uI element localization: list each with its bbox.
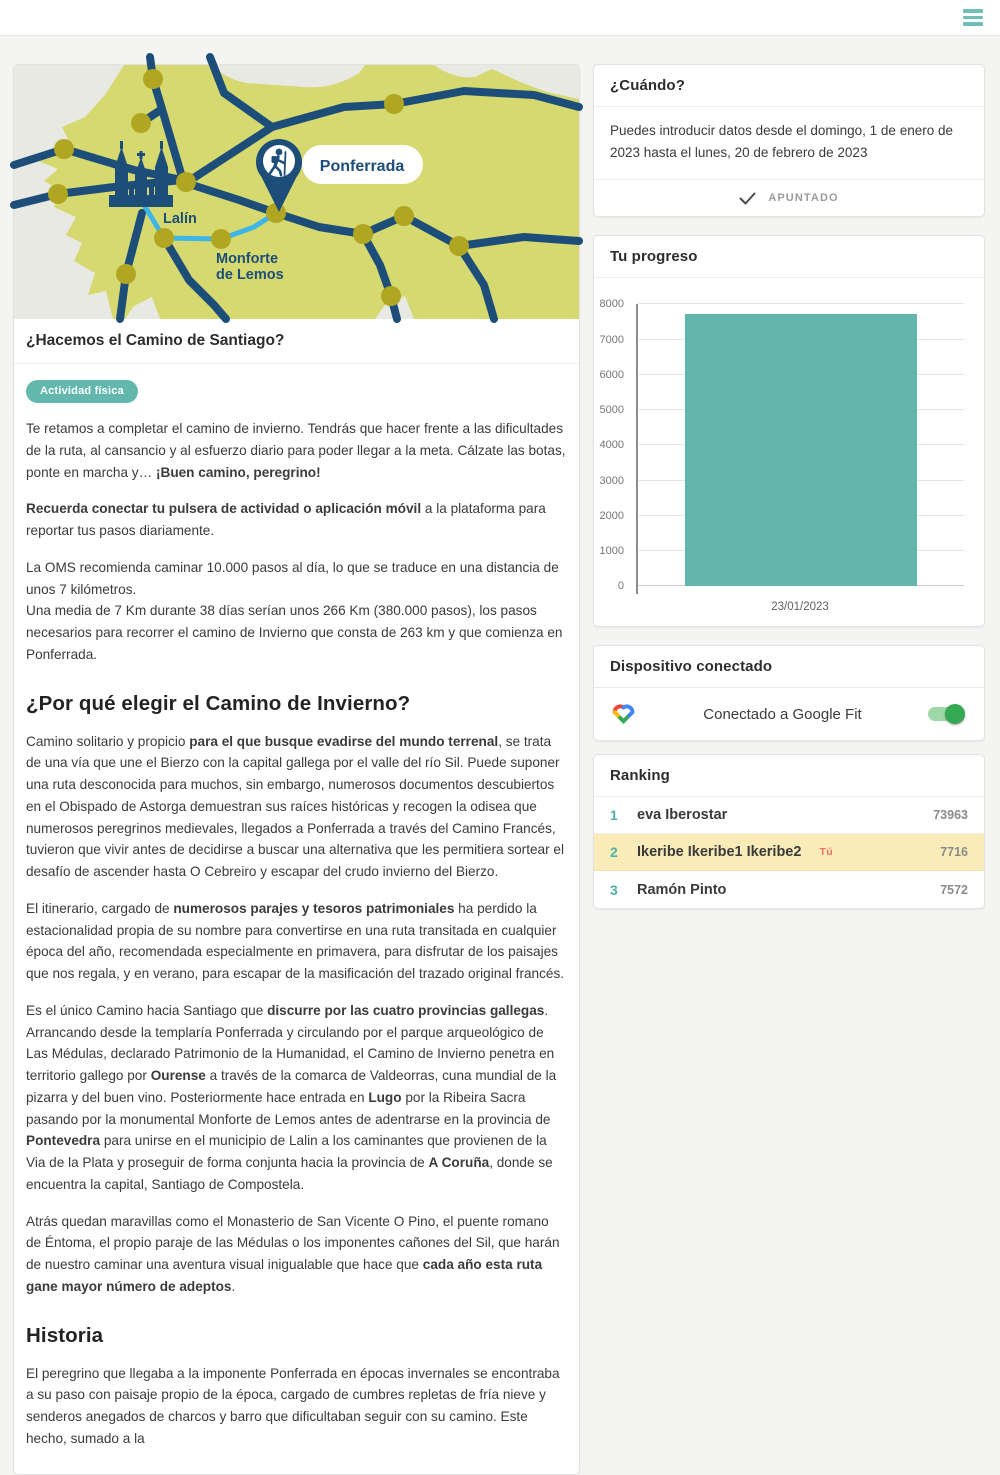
category-badge: Actividad física bbox=[26, 380, 138, 403]
progress-chart bbox=[596, 298, 972, 622]
ranking-row bbox=[594, 797, 984, 834]
ranking-position: 1 bbox=[610, 807, 618, 824]
progress-title: Tu progreso bbox=[594, 236, 984, 278]
ranking-row-current-user bbox=[594, 834, 984, 871]
paragraph-porque-3: Es el único Camino hacia Santiago que discurre por las cuatro provincias gallegas. Arrancando desde la templaría Ponferrada y circulando por el parque arqueológico de Las Médulas, declarado Patrimonio de la Humanidad, el Camino de Invierno penetra en territorio gallego por Ourense a través de la comarca de Valdeorras, cuna mundial de la pizarra y del buen vino. Posteriormente hace entrada en Lugo por la Ribeira Sacra pasando por la monumental Monforte de Lemos antes de adentrarse en la provincia de Pontevedra para unirse en el municipio de Lalin a los caminantes que provienen de la Via de la Plata y proseguir de forma conjunta hacia la provincia de A Coruña, donde se encuentra la capital, Santiago de Compostela. bbox=[26, 1002, 557, 1192]
paragraph-recuerda: Recuerda conectar tu pulsera de actividad o aplicación móvil a la plataforma para reportar tus pasos diariamente. bbox=[26, 501, 546, 538]
progress-card bbox=[593, 235, 985, 627]
progress-chart-yticks: 0 1000 2000 3000 4000 5000 6000 7000 8000 bbox=[599, 298, 624, 593]
ranking-row bbox=[594, 871, 984, 908]
paragraph-historia: El peregrino que llegaba a la imponente Ponferrada en épocas invernales se encontraba a su paso con paisaje propio de la época, cargado de cumbres repletas de fría nieve y senderos anegados de charcos y barro que dificultaban seguir con su camino. Este hecho, sumado a la bbox=[26, 1365, 560, 1446]
paragraph-intro: Te retamos a completar el camino de invierno. Tendrás que hacer frente a las dificultades de la ruta, al cansancio y al esfuerzo diario para poder llegar a la meta. Cálzate las botas, ponte en marcha y… ¡Buen camino, peregrino! bbox=[26, 421, 566, 480]
progress-chart-bars bbox=[638, 304, 964, 586]
apuntado-label: APUNTADO bbox=[768, 192, 839, 205]
camino-map-svg bbox=[14, 65, 579, 319]
cuando-title: ¿Cuándo? bbox=[594, 65, 984, 107]
paragraph-porque-2: El itinerario, cargado de numerosos parajes y tesoros patrimoniales ha perdido la estacionalidad propia de su nombre para convertirse en una ruta transitada en cualquier época del año, recomendada especialmente en primavera, para disfrutar de los paisajes que nos regala, y en verano, para escapar de la masificación del trazado original francés. bbox=[26, 900, 565, 981]
map-label-lalin: Lalín bbox=[163, 211, 197, 227]
article-body bbox=[14, 364, 579, 1474]
ranking-title: Ranking bbox=[594, 755, 984, 797]
map-label-monforte-2: de Lemos bbox=[216, 267, 284, 283]
section-title-porque: ¿Por qué elegir el Camino de Invierno? bbox=[26, 691, 411, 715]
map-label-ponferrada: Ponferrada bbox=[319, 158, 405, 175]
you-badge: Tú bbox=[819, 846, 834, 859]
progress-chart-xlabel: 23/01/2023 bbox=[771, 601, 829, 614]
challenge-article-card bbox=[13, 64, 580, 1475]
ranking-name: Ramón Pinto bbox=[637, 881, 727, 898]
check-icon bbox=[739, 192, 756, 205]
ranking-name: eva Iberostar bbox=[637, 807, 728, 824]
article-title: ¿Hacemos el Camino de Santiago? bbox=[14, 319, 579, 364]
device-card bbox=[593, 645, 985, 741]
cuando-body: Puedes introducir datos desde el domingo, 1 de enero de 2023 hasta el lunes, 20 de febrero de 2023 bbox=[610, 123, 953, 161]
google-fit-toggle[interactable] bbox=[928, 707, 962, 721]
progress-bar bbox=[685, 314, 916, 586]
paragraph-porque-4: Atrás quedan maravillas como el Monasterio de San Vicente O Pino, el puente romano de Éntoma, el propio paraje de las Médulas o los imponentes cañones del Sil, que harán de nuestro caminar una aventura visual inigualable que hace que cada año esta ruta gane mayor número de adeptos. bbox=[26, 1213, 560, 1294]
device-row bbox=[594, 688, 984, 740]
progress-chart-xlabels bbox=[636, 601, 964, 613]
ranking-card bbox=[593, 754, 985, 909]
map-label-monforte-1: Monforte bbox=[216, 251, 279, 267]
paragraph-porque-1: Camino solitario y propicio para el que busque evadirse del mundo terrenal, se trata de una vía que une el Bierzo con la capital gallega por el valle del río Sil. Puede suponer una ruta desconocida para muchos, sin embargo, numerosos documentos descubiertos en el Obispado de Astorga demuestran sus raíces históricas y recogen la odisea que numerosos peregrinos medievales, llegados a Ponferrada a través del Camino Francés, tuvieron que vivir antes de decidirse a buscar una alternativa que les permitiera sortear el desafío de ascender hasta O Cebreiro y escapar del crudo invierno del Bierzo. bbox=[26, 733, 564, 879]
apuntado-button[interactable] bbox=[594, 179, 984, 216]
ranking-position: 2 bbox=[610, 844, 618, 861]
device-status: Conectado a Google Fit bbox=[703, 705, 862, 723]
hamburger-menu-icon[interactable] bbox=[963, 9, 983, 26]
ranking-steps: 7572 bbox=[940, 882, 968, 897]
progress-chart-plot bbox=[636, 304, 964, 586]
google-fit-icon bbox=[610, 702, 637, 726]
ranking-steps: 73963 bbox=[933, 808, 968, 823]
ranking-position: 3 bbox=[610, 881, 618, 898]
section-title-historia: Historia bbox=[26, 1323, 104, 1347]
ranking-steps: 7716 bbox=[940, 845, 968, 860]
paragraph-oms: La OMS recomienda caminar 10.000 pasos al día, lo que se traduce en una distancia de unos 7 kilómetros. Una media de 7 Km durante 38 días serían unos 266 Km (380.000 pasos), los pasos necesarios para recorrer el camino de Invierno que consta de 263 km y que comienza en Ponferrada. bbox=[26, 559, 563, 662]
ranking-list bbox=[594, 797, 984, 908]
top-bar bbox=[0, 0, 1000, 36]
page-content bbox=[0, 36, 1000, 1475]
camino-map bbox=[14, 65, 579, 319]
ranking-name: Ikeribe Ikeribe1 Ikeribe2 bbox=[637, 844, 802, 861]
right-column bbox=[593, 64, 985, 927]
cuando-card bbox=[593, 64, 985, 217]
device-title: Dispositivo conectado bbox=[594, 646, 984, 688]
